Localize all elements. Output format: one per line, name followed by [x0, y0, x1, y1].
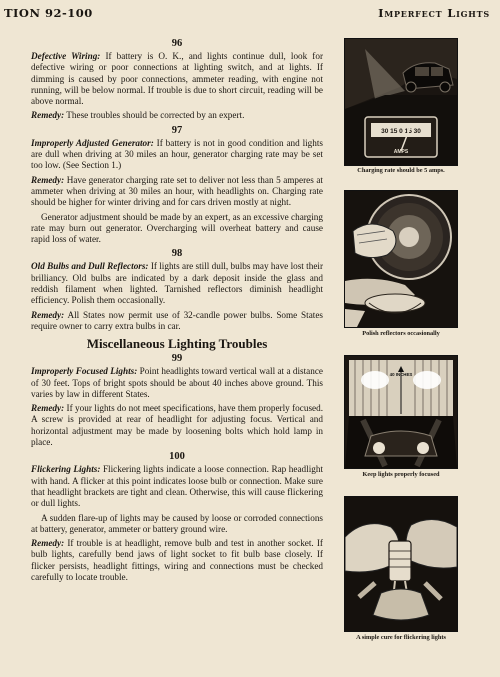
section-99-body — [31, 366, 323, 400]
section-99-remedy — [31, 403, 323, 448]
section-number-98: 98 — [171, 248, 183, 260]
section-100-title: Flickering Lights: — [31, 464, 101, 475]
section-100-extra: A sudden flare-up of lights may be caused by loose or corroded connections at battery, generator, ammeter or battery ground wire. — [31, 512, 323, 534]
remedy-label: Remedy: — [31, 110, 65, 121]
text-column — [31, 36, 323, 586]
section-number-96: 96 — [171, 38, 183, 49]
section-96-text: If battery is O. K., and lights continue dull, look for defective wiring or poor connections at lighting switch, and at lights. If dimming is caused by poor connections, ammeter reading, with engine not running, will be below normal. If trouble is due to short circuit, reading will be above normal. — [31, 51, 324, 107]
wall-label: 40 INCHES — [389, 372, 413, 377]
running-head-page-range: TION 92-100 — [4, 6, 93, 20]
section-97-remedy-text: Have generator charging rate set to deliver not less than 5 amperes at ammeter when driving at 30 miles an hour, with headlights on. Charging rate should be higher for winter driving and for cars driven mostly at night. — [31, 174, 323, 208]
section-97-extra: Generator adjustment should be made by an expert, as an excessive charging rate may burn out generator. Overcharging will overheat battery and cause rapid loss of water. — [31, 211, 323, 245]
section-96-remedy-text: These troubles should be corrected by an expert. — [64, 110, 245, 121]
section-100-body — [31, 464, 323, 509]
ammeter-label: AMPS — [393, 149, 409, 155]
remedy-label: Remedy: — [31, 174, 65, 185]
running-head-title: Imperfect Lights — [378, 6, 490, 20]
section-98-text: If lights are still dull, bulbs may have lost their brilliancy. Old bulbs are indicated by a dark deposit inside the glass and reddish filament when lighted. Tarnished reflectors diminish headlight efficiency. Polish them occasionally. — [31, 261, 324, 306]
section-99-remedy-text: If your lights do not meet specifications, have them properly focused. A screw is provided at rear of headlight for adjusting focus. Vertical and horizontal adjustment may be made by loosening bolts which hold lamp in place. — [31, 403, 323, 448]
section-96-title: Defective Wiring: — [31, 51, 101, 61]
section-97-remedy — [31, 175, 323, 209]
ammeter-scale: 30 15 0 15 30 — [381, 128, 421, 135]
section-100-remedy-text: If trouble is at headlight, remove bulb and test in another socket. If bulb lights, carefully bend jaws of light socket to fit bulb base closely. If flicker persists, headlight fittings, wiring and connections must be checked carefully to locate trouble. — [31, 538, 323, 582]
caption-3: Keep lights properly focused — [362, 471, 440, 478]
illustration-socket — [344, 496, 458, 632]
section-98-remedy-text: All States now permit use of 32-candle power bulbs. Some States require owner to carry extra bulbs in car. — [31, 309, 323, 331]
misc-heading: Miscellaneous Lighting Troubles — [86, 336, 268, 352]
section-97-text: If battery is not in good condition and lights are dull when driving at 30 miles an hour, generator charging rate may be set too low. (See Section 1.) — [31, 137, 323, 171]
caption-4: A simple cure for flickering lights — [356, 634, 446, 641]
section-96-body — [31, 51, 323, 107]
illustration-reflector — [344, 190, 458, 328]
section-99-text: Point headlights toward vertical wall at a distance of 30 feet. Tops of bright spots should be about 40 inches above ground. This varies by law in different States. — [31, 366, 323, 399]
section-number-100: 100 — [169, 451, 185, 463]
section-97-body — [31, 138, 323, 172]
section-number-99: 99 — [171, 353, 183, 365]
section-number-97: 97 — [171, 124, 183, 136]
section-98-remedy — [31, 310, 323, 333]
caption-1: Charging rate should be 5 amps. — [357, 167, 445, 174]
illustration-ammeter — [344, 38, 458, 166]
illustration-focus — [344, 355, 458, 469]
section-100-remedy — [31, 538, 323, 583]
section-99-title: Improperly Focused Lights: — [31, 366, 138, 377]
remedy-label: Remedy: — [31, 538, 65, 549]
section-96-remedy — [31, 110, 323, 121]
section-100-text: Flickering lights indicate a loose connection. Rap headlight with hand. A flicker at this point indicates loose bulb or connection. Make sure that headlight brackets are tight and clean. Otherwise, this will cause flickering or dull lights. — [31, 464, 323, 509]
section-98-body — [31, 261, 323, 306]
section-97-title: Improperly Adjusted Generator: — [31, 137, 154, 148]
remedy-label: Remedy: — [31, 309, 65, 320]
remedy-label: Remedy: — [31, 403, 65, 414]
section-98-title: Old Bulbs and Dull Reflectors: — [31, 261, 149, 272]
caption-2: Polish reflectors occasionally — [362, 330, 440, 337]
